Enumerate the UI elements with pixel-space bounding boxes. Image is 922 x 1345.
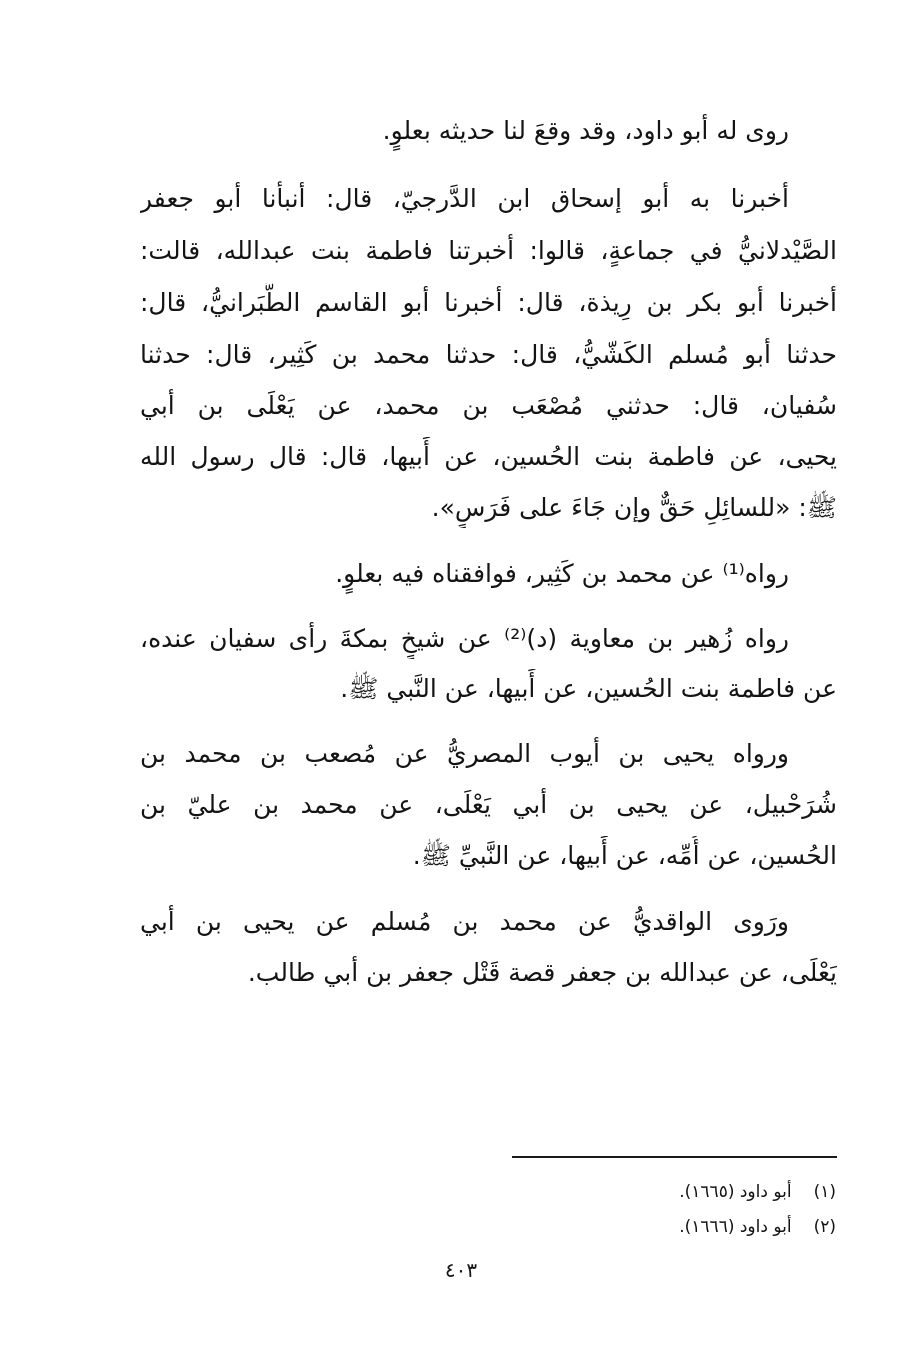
- text-line: الحُسين، عن أُمِّه، عن أَبيها، عن النَّبيِّ ﷺ.: [412, 841, 837, 870]
- text-line: أخبرنا به أبو إسحاق ابن الدَّرجيّ، قال: أنبأنا أبو جعفر: [140, 184, 789, 213]
- text-line: سُفيان، قال: حدثني مُصْعَب بن محمد، عن يَعْلَى بن أبي: [140, 391, 837, 420]
- text-line: يحيى، عن فاطمة بنت الحُسين، عن أَبيها، قال: قال رسول الله: [140, 442, 837, 471]
- text-line: حدثنا أبو مُسلم الكَشّيُّ، قال: حدثنا محمد بن كَثِير، قال: حدثنا: [140, 340, 837, 369]
- text-line: رواه⁽¹⁾ عن محمد بن كَثِير، فوافقناه فيه بعلوٍ.: [335, 559, 789, 588]
- text-line: أخبرنا أبو بكر بن رِيذة، قال: أخبرنا أبو القاسم الطَّبَرانيُّ، قال:: [140, 288, 837, 317]
- footnote-text: أبو داود (١٦٦٥).: [679, 1182, 792, 1202]
- footnote-number: (١): [813, 1182, 836, 1202]
- text-line: يَعْلَى، عن عبدالله بن جعفر قصة قَتْل جعفر بن أبي طالب.: [247, 958, 837, 987]
- text-line: رواه زُهير بن معاوية (د)⁽²⁾ عن شيخٍ بمكةَ رأى سفيان عنده،: [140, 624, 789, 653]
- text-line: عن فاطمة بنت الحُسين، عن أَبيها، عن النَّبي ﷺ.: [340, 674, 837, 703]
- footnote: [679, 1215, 836, 1239]
- text-line: الصَّيْدلانيُّ في جماعةٍ، قالوا: أخبرتنا فاطمة بنت عبدالله، قالت:: [140, 236, 837, 265]
- footnote-number: (٢): [813, 1217, 836, 1237]
- footnote-divider: [512, 1156, 837, 1158]
- text-line: ورَوى الواقديُّ عن محمد بن مُسلم عن يحيى بن أبي: [140, 907, 789, 936]
- page-number: ٤٠٣: [444, 1258, 478, 1282]
- text-line: شُرَحْبيل، عن يحيى بن أبي يَعْلَى، عن محمد بن عليّ بن: [140, 790, 837, 819]
- text-line: روى له أبو داود، وقد وقعَ لنا حديثه بعلوٍ.: [382, 116, 789, 145]
- footnote: [679, 1180, 836, 1204]
- text-line: ﷺ: «للسائِلِ حَقٌّ وإن جَاءَ على فَرَسٍ».: [431, 493, 837, 522]
- text-line: ورواه يحيى بن أيوب المصريُّ عن مُصعب بن محمد بن: [140, 739, 789, 768]
- footnote-text: أبو داود (١٦٦٦).: [679, 1217, 792, 1237]
